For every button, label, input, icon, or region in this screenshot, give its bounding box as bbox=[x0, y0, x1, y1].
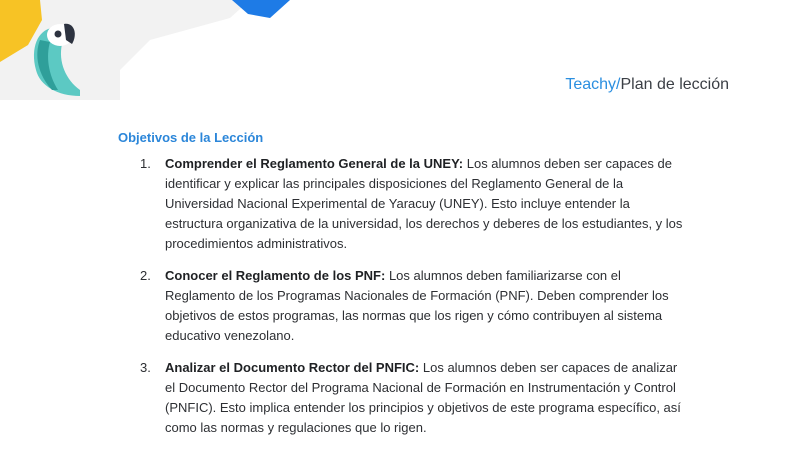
item-text: Los alumnos deben ser capaces de analizar el Documento Rector del Programa Nacional de Formación en Instrumentación y Control (PNFIC). Esto implica entender los principios y objetivos de este programa específico, así como las normas y regulaciones que lo rigen. bbox=[165, 360, 681, 435]
section-title: Objetivos de la Lección bbox=[118, 130, 264, 145]
item-text: Los alumnos deben ser capaces de identificar y explicar las principales disposiciones del Reglamento General de la Universidad Nacional Experimental de Yaracuy (UNEY). Esto incluye entender la estructura organizativa de la universidad, los derechos y deberes de los estudiantes, y los procedimientos administrativos. bbox=[165, 156, 683, 251]
item-term: Analizar el Documento Rector del PNFIC: bbox=[165, 360, 420, 375]
list-item bbox=[118, 358, 688, 438]
item-number: 3. bbox=[140, 360, 151, 375]
brand-section: Plan de lección bbox=[620, 76, 729, 93]
item-term: Conocer el Reglamento de los PNF: bbox=[165, 268, 386, 283]
item-text: Los alumnos deben familiarizarse con el Reglamento de los Programas Nacionales de Formación (PNF). Deben comprender los objetivos de estos programas, las normas que los rigen y cómo contribuyen al sistema educativo venezolano. bbox=[165, 268, 669, 343]
list-item bbox=[118, 266, 688, 346]
list-item bbox=[118, 154, 688, 254]
objectives-list bbox=[118, 154, 688, 450]
item-term: Comprender el Reglamento General de la UNEY: bbox=[165, 156, 464, 171]
brand-name: Teachy/ bbox=[565, 76, 621, 93]
brand-header bbox=[565, 76, 729, 94]
item-number: 1. bbox=[140, 156, 151, 171]
blue-shape bbox=[232, 0, 290, 18]
header-decoration bbox=[0, 0, 300, 100]
item-number: 2. bbox=[140, 268, 151, 283]
